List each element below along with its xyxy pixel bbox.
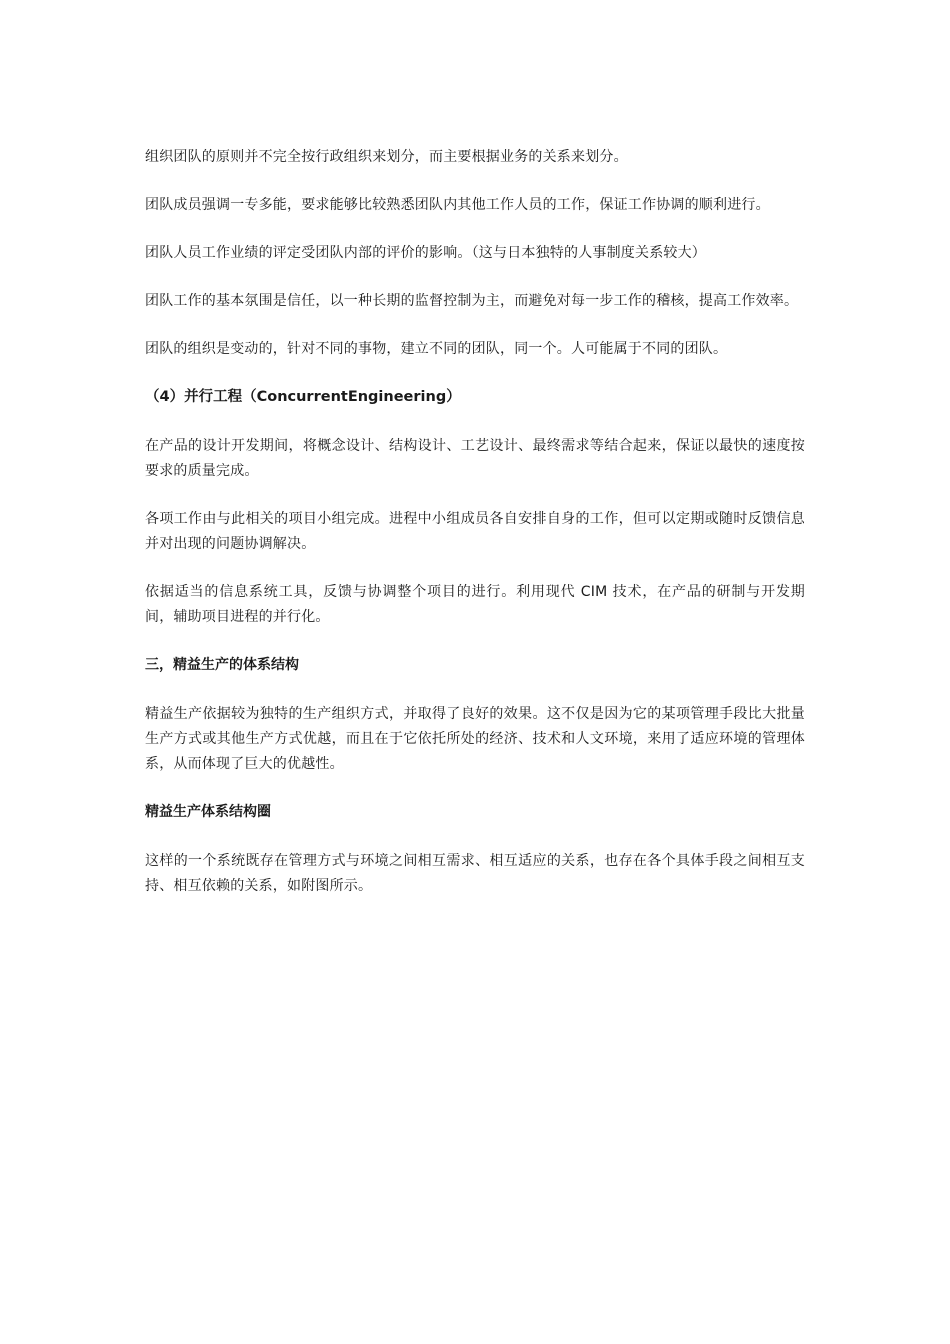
paragraph-system-relations: 这样的一个系统既存在管理方式与环境之间相互需求、相互适应的关系，也存在各个具体手段之间相互支持、相互依赖的关系，如附图所示。 [145, 853, 805, 894]
paragraph-design-period: 在产品的设计开发期间，将概念设计、结构设计、工艺设计、最终需求等结合起来，保证以最快的速度按要求的质量完成。 [145, 438, 805, 479]
paragraph-team-organization: 团队的组织是变动的，针对不同的事物，建立不同的团队，同一个。人可能属于不同的团队。 [145, 341, 728, 357]
paragraph-team-evaluation: 团队人员工作业绩的评定受团队内部的评价的影响。（这与日本独特的人事制度关系较大） [145, 245, 706, 261]
heading-structure-circle: 精益生产体系结构圈 [145, 804, 271, 820]
paragraph-team-members: 团队成员强调一专多能，要求能够比较熟悉团队内其他工作人员的工作，保证工作协调的顺利进行。 [145, 197, 770, 213]
paragraph-lean-production: 精益生产依据较为独特的生产组织方式，并取得了良好的效果。这不仅是因为它的某项管理手段比大批量生产方式或其他生产方式优越，而且在于它依托所处的经济、技术和人文环境，来用了适应环境的管理体系，从而体现了巨大的优越性。 [145, 706, 805, 772]
document-page [145, 145, 805, 922]
paragraph-team-principle: 组织团队的原则并不完全按行政组织来划分，而主要根据业务的关系来划分。 [145, 149, 628, 165]
paragraph-team-atmosphere: 团队工作的基本氛围是信任，以一种长期的监督控制为主，而避免对每一步工作的稽核，提高工作效率。 [145, 293, 799, 309]
heading-concurrent-engineering: （4）并行工程（ConcurrentEngineering） [145, 389, 461, 405]
heading-lean-structure: 三，精益生产的体系结构 [145, 657, 299, 673]
paragraph-information-system: 依据适当的信息系统工具，反馈与协调整个项目的进行。利用现代 CIM 技术，在产品的研制与开发期间，辅助项目进程的并行化。 [145, 584, 805, 625]
paragraph-project-groups: 各项工作由与此相关的项目小组完成。进程中小组成员各自安排自身的工作，但可以定期或随时反馈信息并对出现的问题协调解决。 [145, 511, 805, 552]
